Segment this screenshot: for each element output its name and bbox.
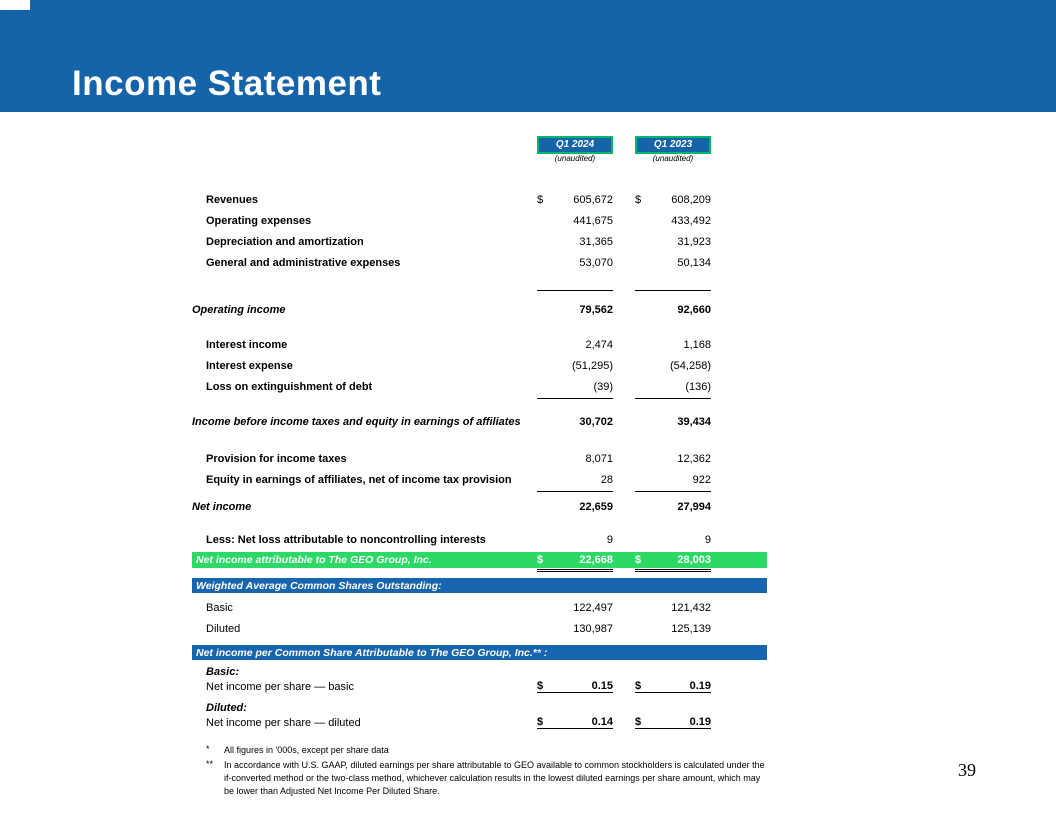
slide-title: Income Statement xyxy=(72,64,382,103)
row-less-noncontrolling xyxy=(192,529,767,550)
row-label: Interest expense xyxy=(206,359,293,372)
row-label: Depreciation and amortization xyxy=(206,235,364,248)
row-label: Income before income taxes and equity in earnings of affiliates xyxy=(192,415,521,428)
row-label: Loss on extinguishment of debt xyxy=(206,380,373,393)
row-ga-expenses xyxy=(192,252,767,273)
value-q1-2024: 8,071 xyxy=(585,452,613,465)
row-label: Net income per share — diluted xyxy=(206,716,361,729)
footnote-marker: ** xyxy=(206,759,214,770)
column-headers xyxy=(537,136,767,154)
footnotes xyxy=(206,744,767,798)
dollar-sign: $ xyxy=(635,716,642,728)
row-eps-basic xyxy=(192,679,767,694)
corner-notch xyxy=(0,0,30,10)
row-basic-label xyxy=(192,664,767,679)
value-q1-2024: (51,295) xyxy=(572,359,613,372)
value-q1-2023: 0.19 xyxy=(689,716,711,728)
row-loss-extinguishment xyxy=(192,376,767,397)
row-label: Operating expenses xyxy=(206,214,312,227)
value-q1-2024: 28 xyxy=(600,473,613,486)
footnote-text: All figures in '000s, except per share data xyxy=(224,745,389,755)
value-q1-2023: (54,258) xyxy=(670,359,711,372)
value-q1-2024: 9 xyxy=(606,533,613,546)
row-eps-diluted xyxy=(192,715,767,730)
row-label: Net income attributable to The GEO Group, Inc. xyxy=(196,554,432,566)
value-q1-2023: 125,139 xyxy=(671,622,711,635)
row-label: Net income xyxy=(192,500,252,513)
value-q1-2023: 121,432 xyxy=(671,601,711,614)
value-q1-2024: 53,070 xyxy=(579,256,613,269)
value-q1-2024: 31,365 xyxy=(579,235,613,248)
value-q1-2023: 0.19 xyxy=(689,680,711,692)
value-q1-2024: 0.15 xyxy=(591,680,613,692)
value-q1-2023: 28,003 xyxy=(677,554,711,566)
row-label: Basic: xyxy=(206,665,240,678)
row-label: Basic xyxy=(206,601,233,614)
dollar-sign: $ xyxy=(537,554,544,566)
row-interest-expense xyxy=(192,355,767,376)
column-header-q1-2024: Q1 2024 xyxy=(537,136,613,154)
row-equity-earnings xyxy=(192,469,767,490)
dollar-sign: $ xyxy=(635,193,642,206)
row-label: Net income per share — basic xyxy=(206,680,354,693)
band-label: Net income per Common Share Attributable to The GEO Group, Inc.** : xyxy=(196,646,548,659)
band-label: Weighted Average Common Shares Outstanding: xyxy=(196,579,442,592)
row-interest-income xyxy=(192,334,767,355)
row-net-income xyxy=(192,496,767,517)
row-diluted-shares xyxy=(192,618,767,639)
dollar-sign: $ xyxy=(635,680,642,692)
row-net-income-geo-highlight xyxy=(192,552,767,568)
dollar-sign: $ xyxy=(537,716,544,728)
footnote-marker: * xyxy=(206,744,210,754)
value-q1-2023: 922 xyxy=(692,473,711,486)
row-label: Equity in earnings of affiliates, net of income tax provision xyxy=(206,473,512,486)
value-q1-2024: 22,668 xyxy=(579,554,613,566)
section-band-shares-outstanding xyxy=(192,578,767,593)
value-q1-2024: 0.14 xyxy=(591,716,613,728)
value-q1-2023: 50,134 xyxy=(677,256,711,269)
row-operating-expenses xyxy=(192,210,767,231)
unaudited-labels xyxy=(537,154,767,163)
unaudited-q1-2024: (unaudited) xyxy=(554,154,596,163)
row-label: Operating income xyxy=(192,303,286,316)
sum-rule xyxy=(537,289,767,291)
sum-rule xyxy=(537,490,767,492)
value-q1-2023: 27,994 xyxy=(677,500,711,513)
value-q1-2024: (39) xyxy=(593,380,613,393)
footnote xyxy=(206,744,767,757)
row-basic-shares xyxy=(192,597,767,618)
value-q1-2023: 433,492 xyxy=(671,214,711,227)
row-income-before-taxes xyxy=(192,411,767,432)
value-q1-2023: (136) xyxy=(685,380,711,393)
value-q1-2023: 1,168 xyxy=(683,338,711,351)
income-statement-table xyxy=(192,136,767,800)
row-label: Diluted: xyxy=(206,701,247,714)
dollar-sign: $ xyxy=(537,680,544,692)
value-q1-2024: 130,987 xyxy=(573,622,613,635)
dollar-sign: $ xyxy=(635,554,642,566)
dollar-sign: $ xyxy=(537,193,544,206)
value-q1-2023: 608,209 xyxy=(671,193,711,206)
value-q1-2024: 22,659 xyxy=(579,500,613,513)
row-operating-income xyxy=(192,299,767,320)
row-label: Interest income xyxy=(206,338,288,351)
total-rule xyxy=(537,568,767,572)
value-q1-2023: 12,362 xyxy=(677,452,711,465)
row-provision-taxes xyxy=(192,448,767,469)
unaudited-q1-2023: (unaudited) xyxy=(652,154,694,163)
row-label: Revenues xyxy=(206,193,258,206)
row-revenues xyxy=(192,189,767,210)
row-label: Provision for income taxes xyxy=(206,452,347,465)
column-header-q1-2023: Q1 2023 xyxy=(635,136,711,154)
value-q1-2023: 92,660 xyxy=(677,303,711,316)
value-q1-2024: 605,672 xyxy=(573,193,613,206)
value-q1-2024: 2,474 xyxy=(585,338,613,351)
row-diluted-label xyxy=(192,700,767,715)
value-q1-2023: 39,434 xyxy=(677,415,711,428)
row-label: General and administrative expenses xyxy=(206,256,401,269)
value-q1-2024: 30,702 xyxy=(579,415,613,428)
sum-rule xyxy=(537,397,767,399)
value-q1-2024: 122,497 xyxy=(573,601,613,614)
page-number: 39 xyxy=(958,760,976,780)
value-q1-2024: 79,562 xyxy=(579,303,613,316)
footnote xyxy=(206,759,767,798)
row-label: Diluted xyxy=(206,622,241,635)
value-q1-2024: 441,675 xyxy=(573,214,613,227)
section-band-eps xyxy=(192,645,767,660)
value-q1-2023: 31,923 xyxy=(677,235,711,248)
value-q1-2023: 9 xyxy=(704,533,711,546)
row-depreciation xyxy=(192,231,767,252)
row-label: Less: Net loss attributable to noncontrolling interests xyxy=(206,533,486,546)
footnote-text: In accordance with U.S. GAAP, diluted earnings per share attributable to GEO available to common stockholders is calculated under the if-converted method or the two-class method, whichever calculation results in the lowest diluted earnings per share amount, which may be lower than Adjusted Net Income Per Diluted Share. xyxy=(224,760,765,797)
